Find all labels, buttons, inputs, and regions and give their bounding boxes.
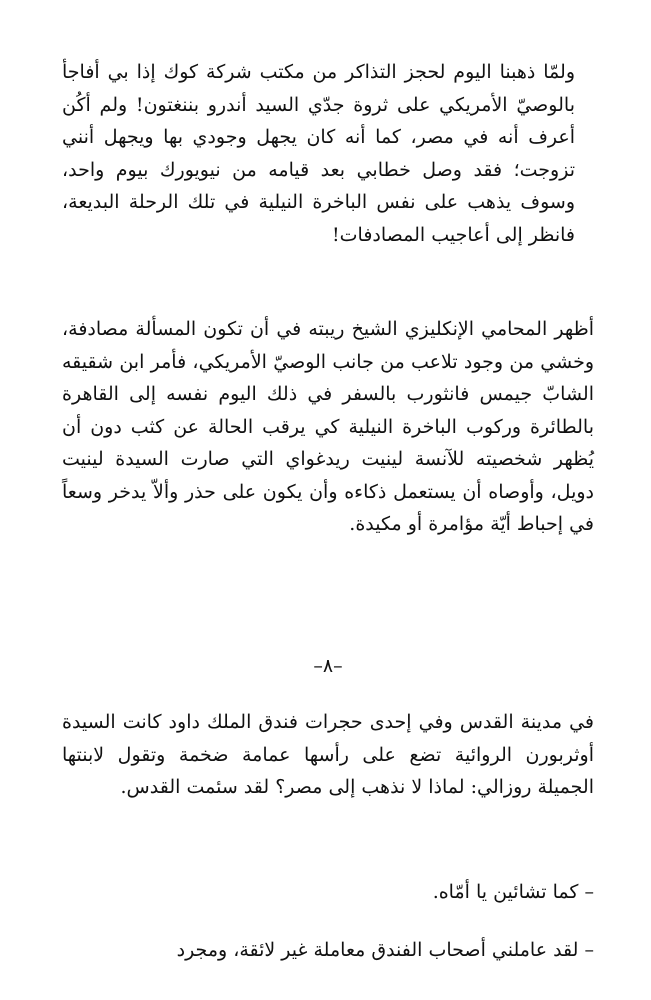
paragraph-lawyer-suspicion: أظهر المحامي الإنكليزي الشيخ ريبته في أن تكون المسألة مصادفة، وخشي من وجود تلاعب من جانب الوصيّ الأمريكي، فأمر ابن شقيقه الشابّ جيمس فانثورب بالسفر في ذلك اليوم نفسه إلى القاهرة بالطائرة وركوب الباخرة النيلية كي يرقب الحالة عن كثب دون أن يُظهر شخصيته للآنسة لينيت ريدغواي التي صارت السيدة لينيت دويل، وأوصاه أن يستعمل ذكاءه وأن يكون على حذر وألاّ يدخر وسعاً في إحباط أيّة مؤامرة أو مكيدة. bbox=[62, 318, 594, 535]
dialogue-line-1: – كما تشائين يا أمّاه. bbox=[432, 881, 594, 903]
chapter-number: –٨– bbox=[313, 655, 343, 677]
book-page bbox=[62, 0, 594, 1000]
paragraph-coincidence-letter: ولمّا ذهبنا اليوم لحجز التذاكر من مكتب شركة كوك إذا بي أفاجأ بالوصيّ الأمريكي على ثروة جدّي السيد أندرو بننغتون! ولم أكُن أعرف أنه في مصر، كما أنه كان يجهل وجودي بها ويجهل أنني تزوجت؛ فقد وصل خطابي بعد قيامه من نيويورك بيوم واحد، وسوف يذهب على نفس الباخرة النيلية في تلك الرحلة البديعة، فانظر إلى أعاجيب المصادفات! bbox=[62, 61, 575, 246]
paragraph-jerusalem-hotel: في مدينة القدس وفي إحدى حجرات فندق الملك داود كانت السيدة أوثربورن الروائية تضع على رأسها عمامة ضخمة وتقول لابنتها الجميلة روزالي: لماذا لا نذهب إلى مصر؟ لقد سئمت القدس. bbox=[62, 711, 594, 798]
dialogue-line-2: – لقد عاملني أصحاب الفندق معاملة غير لائقة، ومجرد bbox=[176, 939, 594, 961]
